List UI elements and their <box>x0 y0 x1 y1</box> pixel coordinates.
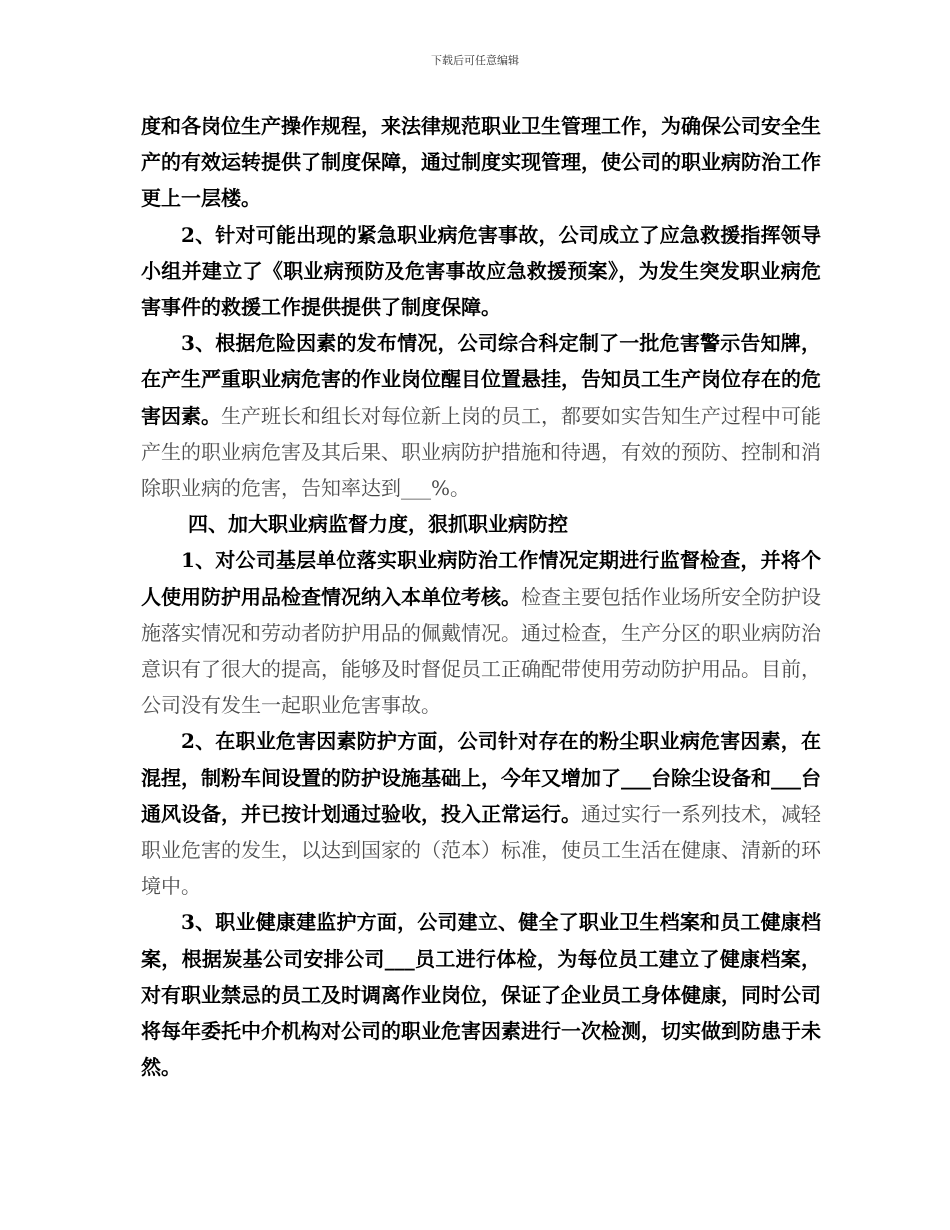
paragraph-health-monitoring <box>141 904 821 1085</box>
paragraph-bold-text: 3、根据危险因素的发布情况，公司综合科定制了一批危害警示告知牌，在产生严重职业病危害的作业岗位醒目位置悬挂，告知员工生产岗位存在的危害因素。 <box>141 331 821 428</box>
paragraph-normal-text: 检查主要包括作业场所安全防护设施落实情况和劳动者防护用品的佩戴情况。通过检查，生产分区的职业病防治意识有了很大的提高，能够及时督促员工正确配带使用劳动防护用品。目前，公司没有发生一起职业危害事故。 <box>141 584 821 718</box>
section-heading-supervision <box>141 506 821 542</box>
section-heading-text: 四、加大职业病监督力度，狠抓职业病防控 <box>188 512 568 537</box>
paragraph-normal-text: 通过实行一系列技术，减轻职业危害的发生，以达到国家的（范本）标准，使员工生活在健康、清新的环境中。 <box>141 801 821 899</box>
paragraph-warning-signs <box>141 325 821 506</box>
paragraph-bold-text: 2、在职业危害因素防护方面，公司针对存在的粉尘职业病危害因素，在混捏，制粉车间设置的防护设施基础上，今年又增加了___台除尘设备和___台通风设备，并已按计划通过验收，投入正常运行。 <box>141 729 821 826</box>
document-body <box>141 108 821 1085</box>
paragraph-normal-text: 生产班长和组长对每位新上岗的员工，都要如实告知生产过程中可能产生的职业病危害及其后果、职业病防护措施和待遇，有效的预防、控制和消除职业病的危害，告知率达到___%。 <box>141 403 821 501</box>
page-header-note: 下载后可任意编辑 <box>431 54 519 67</box>
paragraph-inspection <box>141 542 821 723</box>
paragraph-dust-protection <box>141 723 821 904</box>
paragraph-bold-text: 2、针对可能出现的紧急职业病危害事故，公司成立了应急救援指挥领导小组并建立了《职业病预防及危害事故应急救援预案》，为发生突发职业病危害事件的救援工作提供提供了制度保障。 <box>141 222 821 320</box>
paragraph-bold-text: 3、职业健康建监护方面，公司建立、健全了职业卫生档案和员工健康档案，根据炭基公司安排公司___员工进行体检，为每位员工建立了健康档案，对有职业禁忌的员工及时调离作业岗位，保证了企业员工身体健康，同时公司将每年委托中介机构对公司的职业危害因素进行一次检测，切实做到防患于未然。 <box>141 910 821 1080</box>
paragraph-bold-text: 1、对公司基层单位落实职业病防治工作情况定期进行监督检查，并将个人使用防护用品检查情况纳入本单位考核。 <box>141 548 821 609</box>
paragraph-regulations-continued <box>141 108 821 217</box>
paragraph-bold-text: 度和各岗位生产操作规程，来法律规范职业卫生管理工作，为确保公司安全生产的有效运转提供了制度保障，通过制度实现管理，使公司的职业病防治工作更上一层楼。 <box>141 114 821 211</box>
paragraph-emergency-plan <box>141 217 821 326</box>
